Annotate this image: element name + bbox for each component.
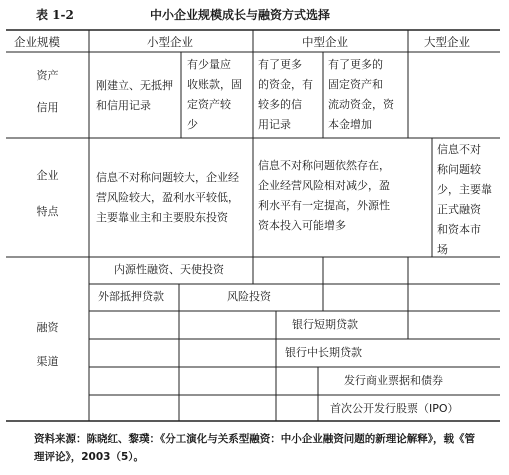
- channel-commercial-paper-bonds: 发行商业票据和债券: [344, 374, 443, 387]
- row-label-channels: 融资 渠道: [36, 321, 59, 368]
- channel-ipo: 首次公开发行股票（IPO）: [330, 402, 459, 415]
- header-medium: 中型企业: [302, 35, 348, 49]
- channel-short-term-bank-loan: 银行短期贷款: [292, 318, 358, 331]
- channel-venture-capital: 风险投资: [227, 290, 271, 303]
- row-label-asset-credit: 资产 信用: [36, 69, 59, 114]
- cell-medium-features: 信息不对称问题依然存在， 企业经营风险相对减少，盈 利水平有一定提高，外源性 资本投入可能增多: [258, 159, 390, 232]
- cell-small-asset-a: 刚建立、无抵押 和信用记录: [96, 79, 173, 112]
- header-large: 大型企业: [424, 35, 470, 49]
- channel-secured-loan: 外部抵押贷款: [98, 290, 164, 303]
- row-label-features: 企业 特点: [36, 169, 59, 218]
- cell-medium-asset-b: 有了更多的 固定资产和 流动资金，资 本金增加: [328, 58, 394, 131]
- table-title: 中小企业规模成长与融资方式选择: [150, 8, 331, 22]
- header-small: 小型企业: [147, 35, 193, 49]
- cell-large-features: 信息不对 称问题较 少，主要靠 正式融资 和资本市 场: [437, 143, 492, 256]
- cell-medium-asset-a: 有了更多 的资金，有 较多的信 用记录: [258, 58, 313, 131]
- cell-small-asset-b: 有少量应 收账款，固 定资产较 少: [187, 58, 242, 131]
- channel-internal-angel: 内源性融资、天使投资: [114, 263, 224, 276]
- table-number: 表 1-2: [36, 8, 74, 22]
- cell-small-features: 信息不对称问题较大，企业经 营风险较大，盈利水平较低， 主要靠业主和主要股东投资: [96, 171, 239, 224]
- channel-long-term-bank-loan: 银行中长期贷款: [285, 346, 362, 359]
- source-note: 资料来源：陈晓红、黎璞：《分工演化与关系型融资：中小企业融资问题的新理论解释》，载《管 理评论》，2003（5）。: [34, 433, 475, 463]
- header-scale: 企业规模: [14, 35, 60, 49]
